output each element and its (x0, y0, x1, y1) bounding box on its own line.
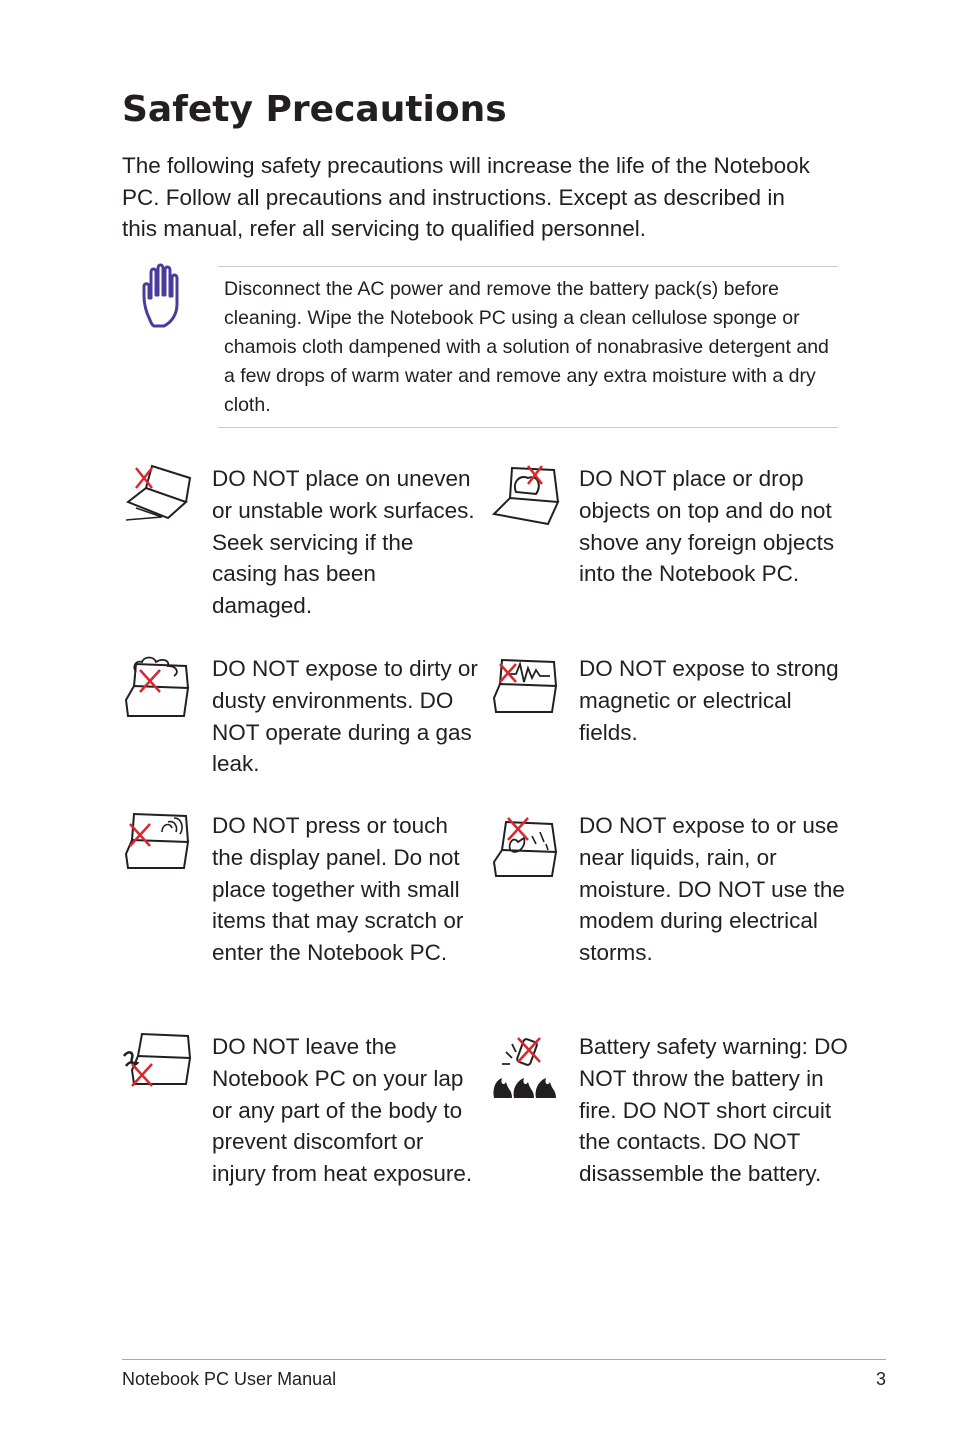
footer-manual-title: Notebook PC User Manual (122, 1369, 337, 1389)
touch-display-icon (122, 810, 192, 876)
lap-heat-icon (122, 1030, 192, 1096)
item-liquid: DO NOT expose to or use near liquids, rain, or moisture. DO NOT use the modem during electrical storms. (579, 813, 845, 966)
battery-fire-icon (490, 1034, 560, 1100)
item-magnetic-field: DO NOT expose to strong magnetic or electrical fields. (579, 656, 839, 745)
intro-paragraph: The following safety precautions will increase the life of the Notebook PC. Follow all precautions and instructions. Except as described in this manual, refer all servicing to qualified personnel. (122, 153, 810, 241)
dust-icon (122, 654, 192, 720)
unstable-surface-icon (122, 462, 192, 528)
note-text: Disconnect the AC power and remove the battery pack(s) before cleaning. Wipe the Notebook PC using a clean cellulose sponge or chamois cloth dampened with a solution of nonabrasive detergent and a few drops of warm water and remove any extra moisture with a dry cloth. (224, 278, 829, 416)
item-touch-display: DO NOT press or touch the display panel. Do not place together with small items that may scratch or enter the Notebook PC. (212, 813, 464, 966)
footer-page-number: 3 (875, 1369, 886, 1389)
liquid-icon (490, 814, 560, 880)
hand-stop-icon (138, 262, 190, 332)
drop-objects-icon (490, 462, 560, 528)
page-title: Safety Precautions (122, 89, 507, 130)
footer-divider (122, 1359, 886, 1360)
note-box (218, 266, 838, 428)
item-drop-objects: DO NOT place or drop objects on top and do not shove any foreign objects into the Notebook PC. (579, 466, 835, 587)
item-lap-heat: DO NOT leave the Notebook PC on your lap or any part of the body to prevent discomfort or injury from heat exposure. (212, 1034, 473, 1187)
item-battery-fire: Battery safety warning: DO NOT throw the battery in fire. DO NOT short circuit the contacts. DO NOT disassemble the battery. (579, 1034, 848, 1187)
item-unstable-surface: DO NOT place on uneven or unstable work surfaces. Seek servicing if the casing has been damaged. (212, 466, 475, 619)
magnetic-field-icon (490, 654, 560, 720)
item-dust: DO NOT expose to dirty or dusty environments. DO NOT operate during a gas leak. (212, 656, 478, 777)
